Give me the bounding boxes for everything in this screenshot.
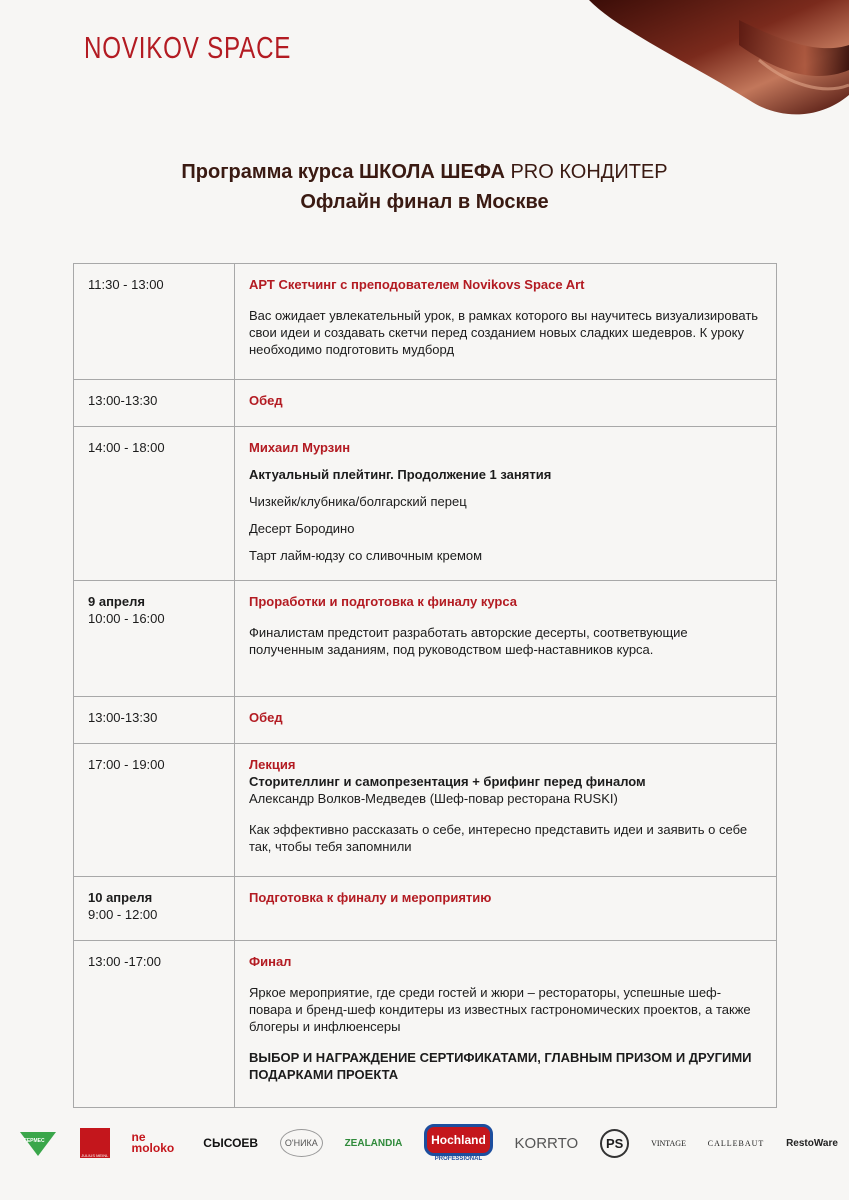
title-line-2: Офлайн финал в Москве: [300, 191, 549, 213]
row-closing: ВЫБОР И НАГРАЖДЕНИЕ СЕРТИФИКАТАМИ, ГЛАВНЫМ ПРИЗОМ И ДРУГИМИ ПОДАРКАМИ ПРОЕКТА: [249, 1050, 752, 1082]
page-title: [0, 157, 849, 217]
table-row: [74, 697, 777, 744]
table-row: [74, 427, 777, 581]
row-title: Обед: [249, 393, 283, 408]
row-speaker: Александр Волков-Медведев (Шеф-повар ресторана RUSKI): [249, 791, 618, 806]
novikov-space-logo: NOVIKOV SPACE: [84, 30, 292, 65]
row-text: Как эффективно рассказать о себе, интересно представить идеи и заявить о себе так, чтобы тебя запомнили: [249, 822, 748, 854]
sponsor-callebaut-logo: CALLEBAUT: [707, 1138, 765, 1148]
time-cell: 10 апреля 9:00 - 12:00: [74, 877, 235, 941]
sponsor-onika-logo: О'НИКА: [280, 1129, 323, 1157]
sponsor-korrto-logo: KORRTO: [514, 1134, 579, 1152]
sponsor-zealandia-logo: ZEALANDIA: [344, 1137, 403, 1149]
list-item: Десерт Бородино: [249, 521, 355, 536]
sponsor-hochland-logo: Hochland PROFESSIONAL: [424, 1124, 493, 1162]
table-row: [74, 941, 777, 1108]
row-title: Михаил Мурзин: [249, 440, 351, 455]
time-cell: 11:30 - 13:00: [74, 264, 235, 380]
content-cell: [235, 264, 777, 380]
table-row: [74, 744, 777, 877]
sponsor-nemoloko-logo: ne moloko: [131, 1130, 175, 1155]
table-row: [74, 264, 777, 380]
sponsor-sysoev-logo: СЫСОЕВ: [203, 1136, 259, 1150]
sponsor-ps-logo: PS: [600, 1129, 629, 1158]
row-text: Яркое мероприятие, где среди гостей и жюри – рестораторы, успешные шеф-повара и бренд-шеф кондитеры из известных гастрономических проектов, а также блогеры и инфлюенсеры: [249, 985, 751, 1034]
row-subtitle: Актуальный плейтинг. Продолжение 1 занятия: [249, 467, 552, 482]
content-cell: [235, 941, 777, 1108]
row-title: Финал: [249, 954, 292, 969]
content-cell: [235, 581, 777, 697]
row-title: Обед: [249, 710, 283, 725]
row-title: АРТ Скетчинг с преподователем Novikovs Space Art: [249, 277, 585, 292]
time-cell: 14:00 - 18:00: [74, 427, 235, 581]
content-cell: [235, 380, 777, 427]
content-cell: [235, 877, 777, 941]
list-item: Чизкейк/клубника/болгарский перец: [249, 494, 467, 509]
content-cell: [235, 427, 777, 581]
program-table: [73, 263, 777, 1108]
row-subtitle: Сторителлинг и самопрезентация + брифинг перед финалом: [249, 774, 646, 789]
table-row: [74, 877, 777, 941]
content-cell: [235, 697, 777, 744]
row-text: Финалистам предстоит разработать авторские десерты, соответвующие полученным заданиям, под руководством шеф-наставников курса.: [249, 625, 688, 657]
row-title: Подготовка к финалу и мероприятию: [249, 890, 492, 905]
content-cell: [235, 744, 777, 877]
chocolate-swirl-image: [589, 0, 849, 120]
sponsor-restoware-logo: RestoWare: [786, 1137, 838, 1149]
time-cell: 9 апреля 10:00 - 16:00: [74, 581, 235, 697]
row-title: Проработки и подготовка к финалу курса: [249, 594, 517, 609]
time-cell: 13:00 -17:00: [74, 941, 235, 1108]
sponsor-julius-meinl-logo: JULIUS MEINL: [80, 1128, 110, 1158]
row-title: Лекция: [249, 757, 296, 772]
sponsor-logos: [18, 1118, 838, 1168]
table-row: [74, 380, 777, 427]
sponsor-vintage-logo: VINTAGE: [651, 1138, 686, 1148]
sponsor-germes-logo: ГЕРМЕС: [18, 1128, 58, 1158]
title-line-1: Программа курса ШКОЛА ШЕФА PRO КОНДИТЕР: [181, 161, 668, 183]
time-cell: 17:00 - 19:00: [74, 744, 235, 877]
row-text: Вас ожидает увлекательный урок, в рамках которого вы научитесь визуализировать свои идеи и создавать скетчи перед созданием новых сладких шедевров. К уроку необходимо подготовить мудборд: [249, 308, 759, 357]
time-cell: 13:00-13:30: [74, 380, 235, 427]
row-date: 10 апреля: [88, 890, 153, 905]
row-date: 9 апреля: [88, 594, 145, 609]
list-item: Тарт лайм-юдзу со сливочным кремом: [249, 548, 483, 563]
table-row: [74, 581, 777, 697]
time-cell: 13:00-13:30: [74, 697, 235, 744]
